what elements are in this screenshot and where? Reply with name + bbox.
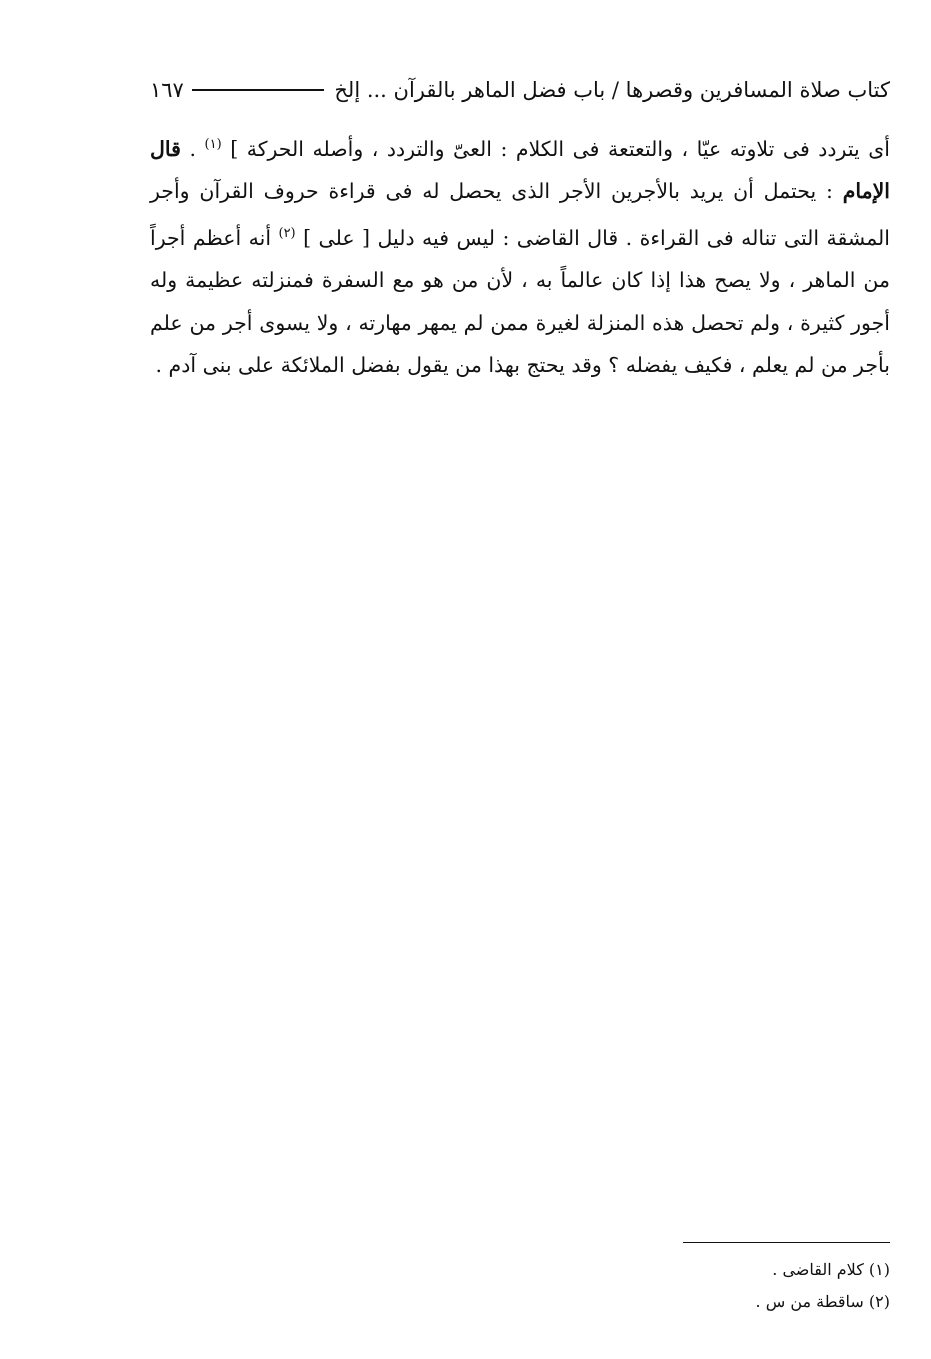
footnotes bbox=[500, 1254, 890, 1318]
running-header bbox=[150, 72, 890, 108]
body-segment: : يحتمل أن يريد بالأجرين الأجر الذى يحصل له فى قراءة حروف القرآن وأجر المشقة التى تناله فى القراءة . قال القاضى : ليس فيه دليل [ على ] bbox=[150, 179, 890, 250]
bold-heading: قال الإمام bbox=[150, 136, 890, 204]
page-number: ١٦٧ bbox=[150, 78, 184, 102]
body-segment: أى يتردد فى تلاوته عيّا ، والتعتعة فى الكلام : العىّ والتردد ، وأصله الحركة ] bbox=[230, 136, 890, 161]
footnote-reference: (٢) bbox=[278, 225, 296, 241]
header-rule bbox=[192, 89, 325, 91]
footnote-marker: (٢) bbox=[868, 1292, 890, 1311]
footnote-marker: (١) bbox=[868, 1260, 890, 1279]
body-paragraph bbox=[150, 124, 890, 387]
body-segment: أنه أعظم أجراً من الماهر ، ولا يصح هذا إذا كان عالماً به ، لأن من هو مع السفرة فمنزلته عظيمة وله أجور كثيرة ، ولم تحصل هذه المنزلة لغيرة ممن لم يمهر مهارته ، ولا يسوى أجر من علم بأجر من لم يعلم ، فكيف يفضله ؟ وقد يحتج بهذا من يقول بفضل الملائكة على بنى آدم . bbox=[150, 225, 890, 378]
body-segment: . bbox=[180, 136, 196, 161]
header-title: كتاب صلاة المسافرين وقصرها / باب فضل الماهر بالقرآن ... إلخ bbox=[334, 78, 890, 102]
footnote-item bbox=[500, 1254, 890, 1286]
footnote-text: ساقطة من س . bbox=[755, 1292, 864, 1311]
footnote-text: كلام القاضى . bbox=[772, 1260, 864, 1279]
footnote-item bbox=[500, 1286, 890, 1318]
footnote-separator bbox=[683, 1242, 890, 1243]
footnote-reference: (١) bbox=[204, 137, 222, 152]
